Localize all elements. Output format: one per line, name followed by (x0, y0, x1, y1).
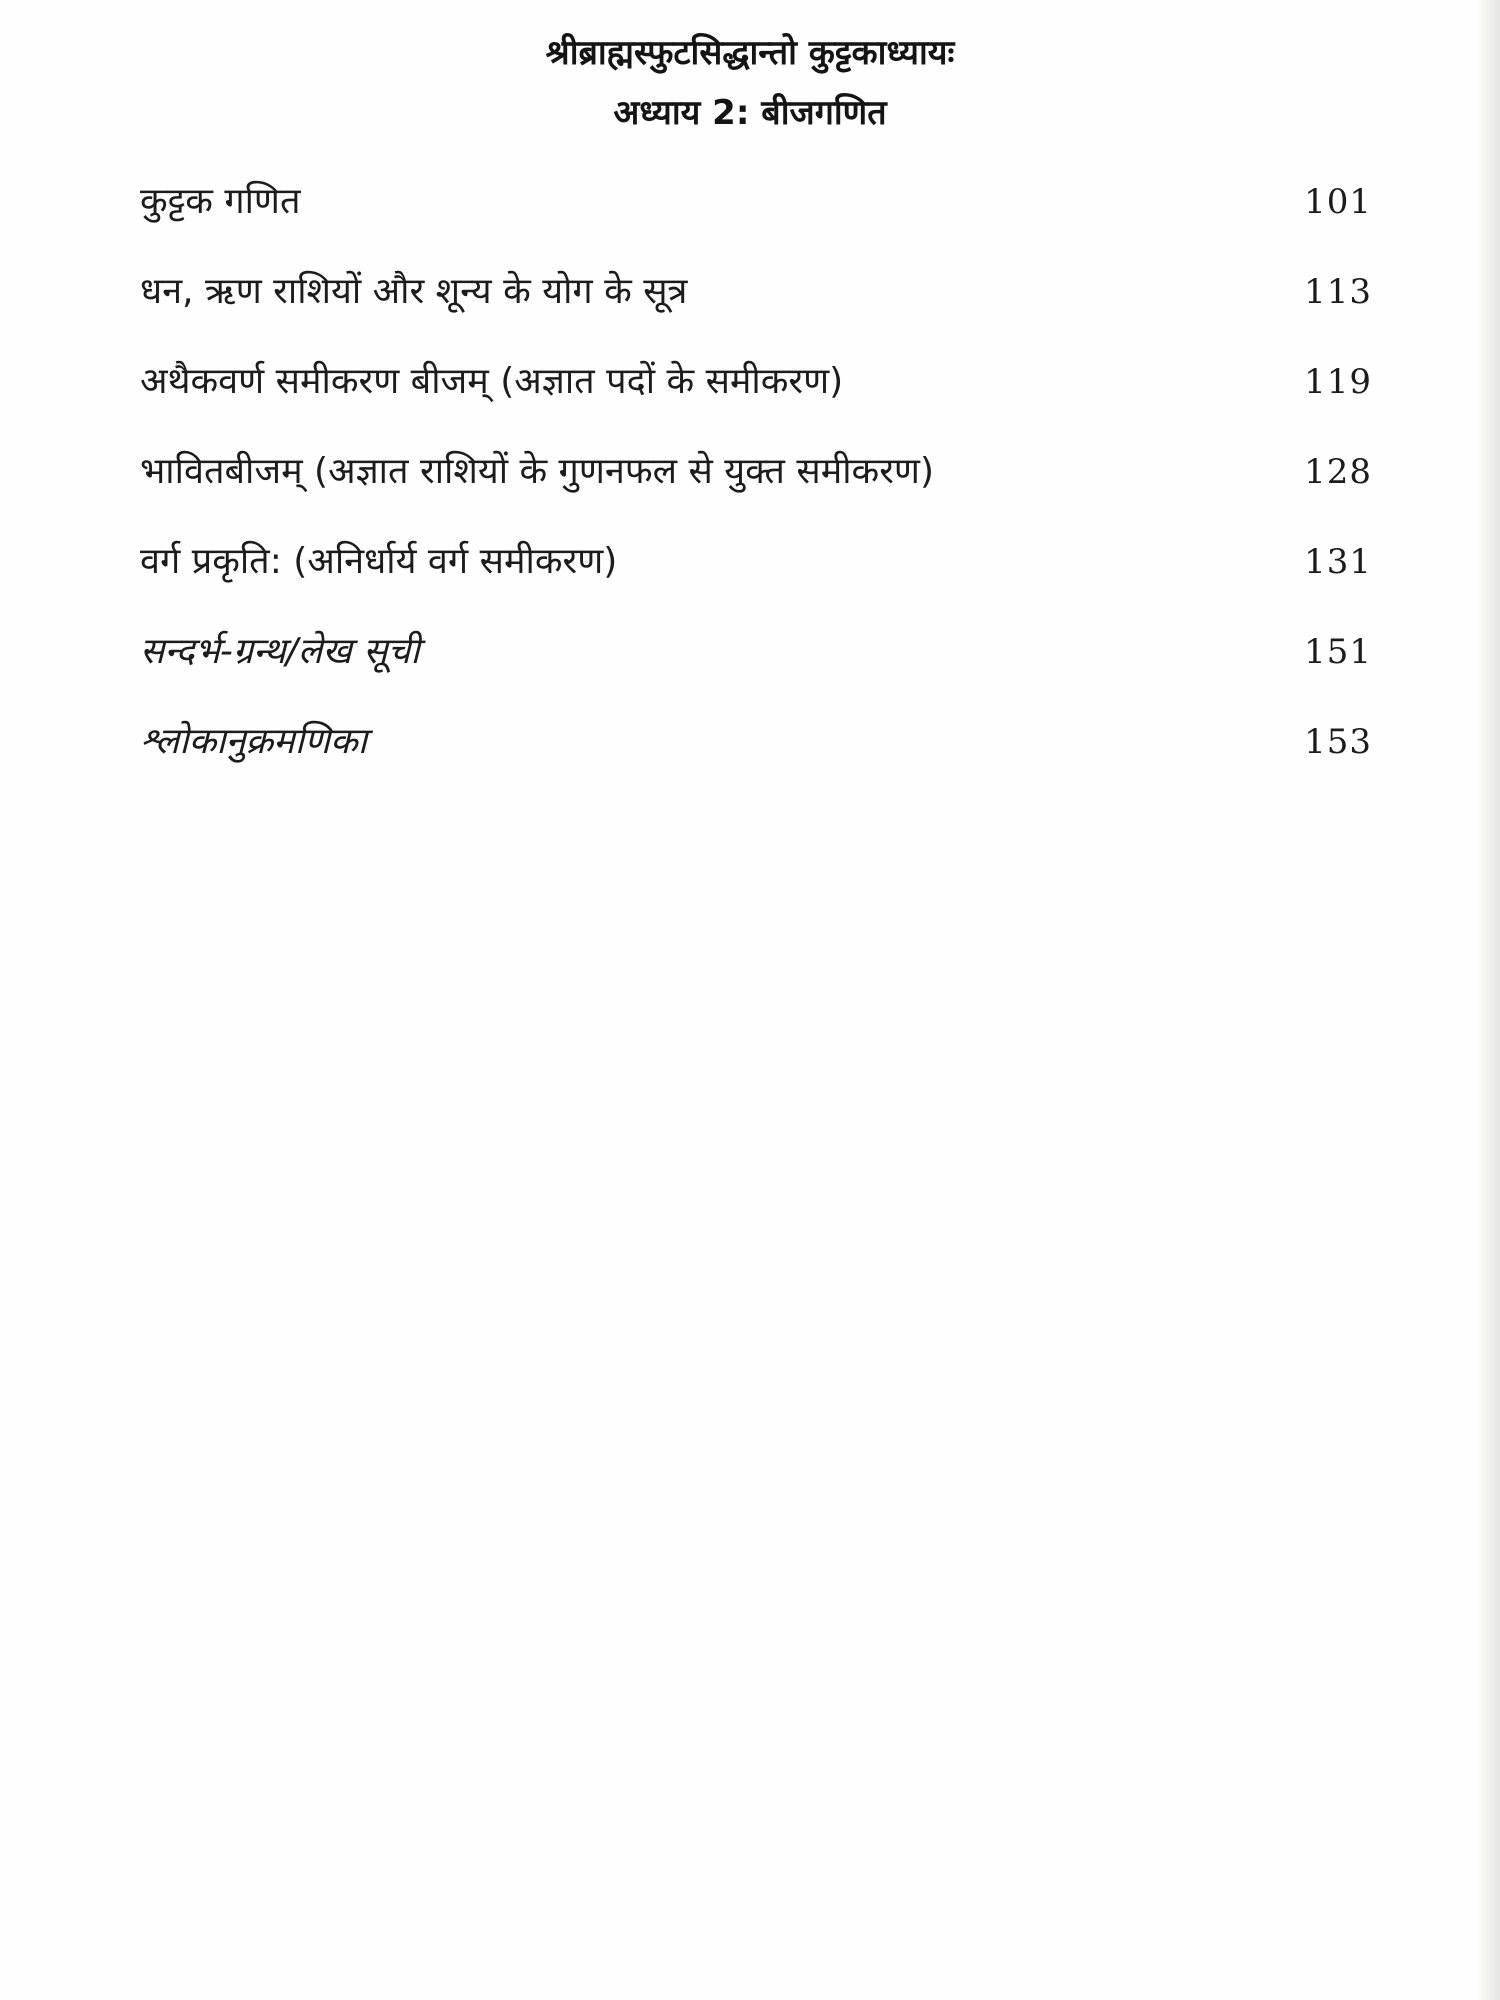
toc-entry-title: अथैकवर्ण समीकरण बीजम् (अज्ञात पदों के समीकरण) (140, 361, 844, 402)
book-section-title: श्रीब्राह्मस्फुटसिद्धान्तो कुट्टकाध्यायः (545, 33, 955, 73)
page-edge-shadow (1476, 0, 1500, 2000)
toc-entry-page-number: 131 (1304, 542, 1372, 582)
chapter-title: अध्याय 2: बीजगणित (613, 93, 887, 133)
toc-entry-title: वर्ग प्रकृति: (अनिर्धार्य वर्ग समीकरण) (140, 541, 618, 582)
table-of-contents (140, 172, 1372, 802)
toc-entry-page-number: 101 (1304, 182, 1372, 222)
toc-entry-title: सन्दर्भ-ग्रन्थ/लेख सूची (140, 631, 420, 672)
toc-entry-title: कुट्टक गणित (140, 181, 301, 222)
toc-entry-page-number: 119 (1304, 362, 1372, 402)
toc-entry (140, 262, 1372, 352)
toc-entry-page-number: 128 (1304, 452, 1372, 492)
toc-entry-page-number: 151 (1304, 632, 1372, 672)
toc-entry-title: श्लोकानुक्रमणिका (140, 721, 368, 762)
toc-entry-page-number: 153 (1304, 722, 1372, 762)
toc-entry (140, 532, 1372, 622)
toc-entry (140, 172, 1372, 262)
toc-entry (140, 712, 1372, 802)
toc-entry-title: धन, ऋण राशियों और शून्य के योग के सूत्र (140, 271, 688, 312)
toc-entry (140, 352, 1372, 442)
toc-entry (140, 622, 1372, 712)
toc-entry-title: भावितबीजम् (अज्ञात राशियों के गुणनफल से युक्त समीकरण) (140, 451, 934, 492)
toc-entry-page-number: 113 (1304, 272, 1372, 312)
toc-entry (140, 442, 1372, 532)
